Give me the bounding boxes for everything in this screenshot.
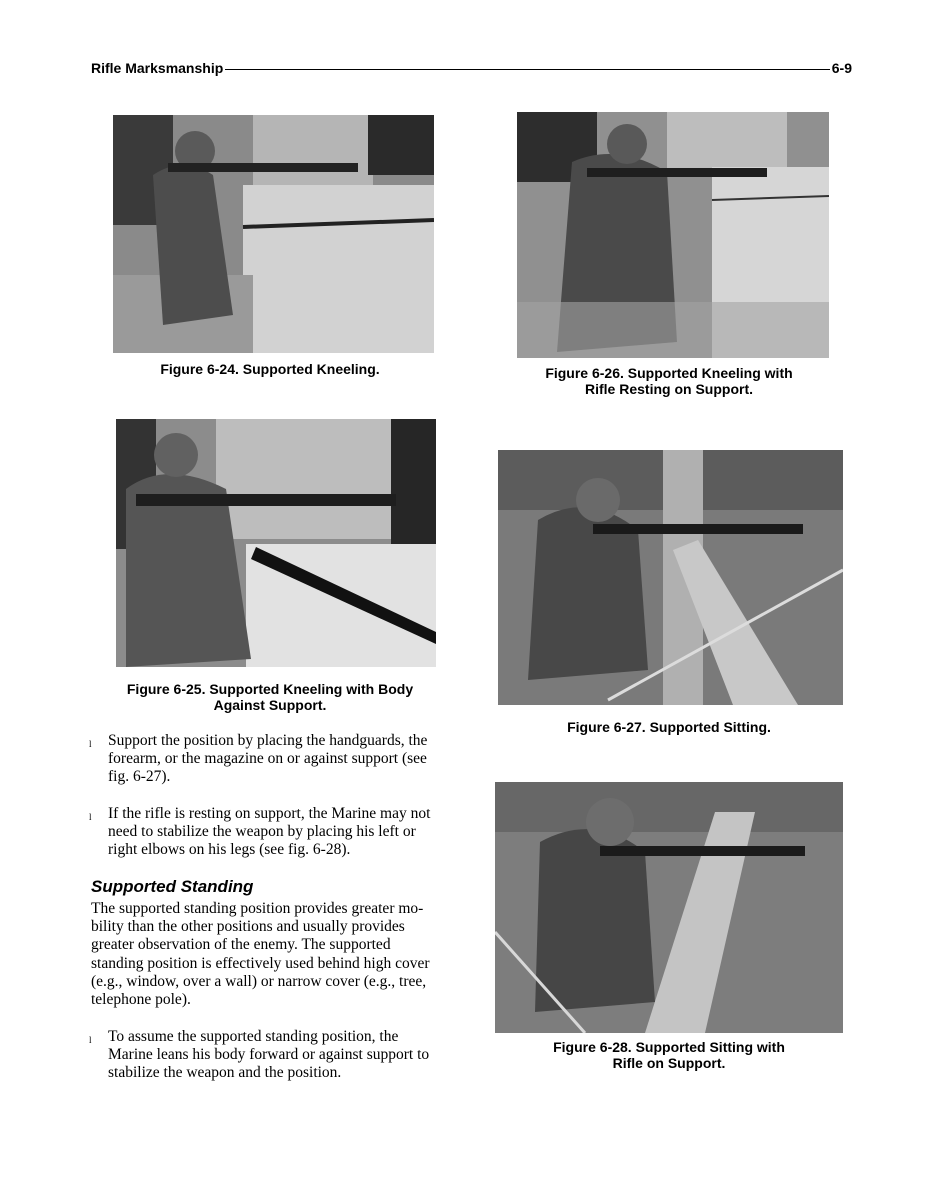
caption-line: Rifle on Support.	[612, 1055, 726, 1071]
bullet-item-rifle-resting	[89, 805, 455, 865]
paragraph-line: telephone pole).	[91, 991, 191, 1009]
caption-line: Figure 6-26. Supported Kneeling with	[545, 365, 793, 381]
photo-supported-sitting	[498, 450, 843, 705]
page-number: 6-9	[831, 60, 852, 76]
bullet-line: Support the position by placing the handguards, the	[108, 732, 428, 749]
bullet-marker: l	[89, 1035, 92, 1045]
caption-line: Figure 6-24. Supported Kneeling.	[160, 361, 380, 377]
figure-caption-6-25	[113, 681, 427, 713]
bullet-item-support-position	[89, 732, 455, 792]
caption-line: Rifle Resting on Support.	[585, 381, 753, 397]
section-heading: Supported Standing	[91, 877, 254, 896]
photo-supported-kneeling	[113, 115, 434, 353]
caption-line: Against Support.	[213, 697, 327, 713]
paragraph-line: standing position is effectively used behind high cover	[91, 954, 430, 972]
running-header	[91, 60, 852, 80]
bullet-marker: l	[89, 812, 92, 822]
bullet-item-assume-standing	[89, 1028, 455, 1088]
bullet-line: Marine leans his body forward or against support to	[108, 1046, 430, 1064]
paragraph-line: (e.g., window, over a wall) or narrow cover (e.g., tree,	[91, 972, 427, 990]
photo-supported-kneeling-body-against-support	[116, 419, 436, 667]
caption-line: Figure 6-27. Supported Sitting.	[567, 719, 771, 735]
photo-supported-sitting-rifle-on-support	[495, 782, 843, 1033]
figure-caption-6-26	[517, 365, 821, 397]
paragraph-line: bility than the other positions and usually provides	[91, 918, 405, 936]
bullet-line: stabilize the weapon and the position.	[108, 1064, 342, 1082]
bullet-line: forearm, or the magazine on or against support (see	[108, 750, 427, 768]
caption-line: Figure 6-25. Supported Kneeling with Body	[126, 681, 414, 697]
figure-caption-6-27	[517, 719, 821, 735]
bullet-line: right elbows on his legs (see fig. 6-28).	[108, 841, 351, 859]
paragraph-line: The supported standing position provides greater mo-	[91, 900, 424, 917]
bullet-line: fig. 6-27).	[108, 768, 171, 786]
paragraph-line: greater observation of the enemy. The supported	[91, 936, 391, 954]
caption-line: Figure 6-28. Supported Sitting with	[553, 1039, 785, 1055]
figure-caption-6-28	[517, 1039, 821, 1071]
photo-supported-kneeling-rifle-resting	[517, 112, 829, 358]
bullet-line: If the rifle is resting on support, the Marine may not	[108, 805, 431, 822]
bullet-marker: l	[89, 739, 92, 749]
section-paragraph	[91, 900, 454, 1009]
bullet-line: need to stabilize the weapon by placing his left or	[108, 823, 416, 841]
figure-caption-6-24	[113, 361, 427, 377]
bullet-line: To assume the supported standing position, the	[108, 1028, 399, 1045]
chapter-title: Rifle Marksmanship	[91, 60, 224, 76]
